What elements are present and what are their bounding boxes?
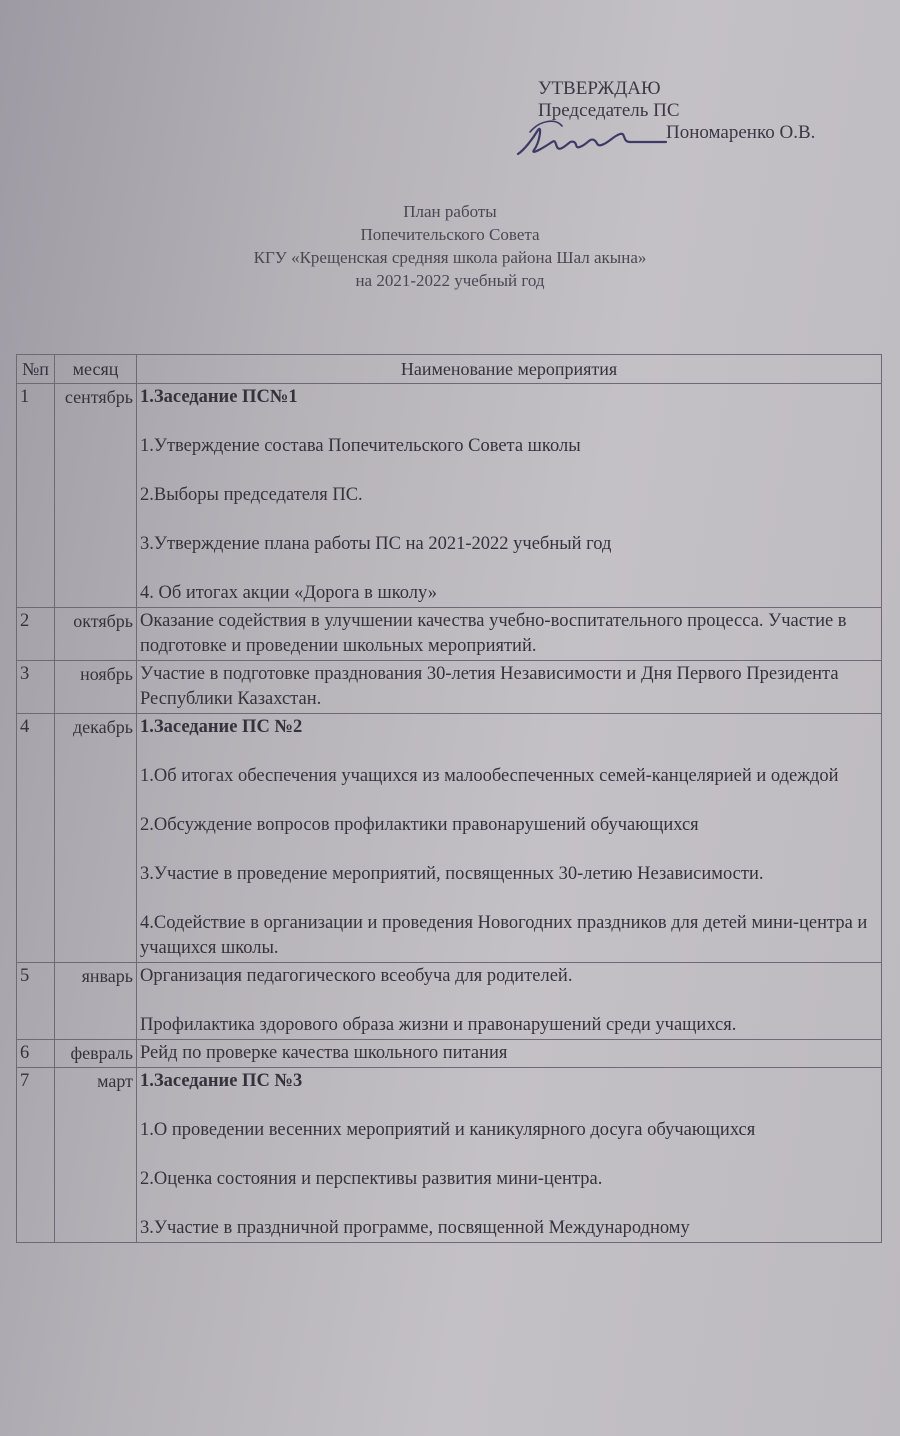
meeting-heading: 1.Заседание ПС №2 xyxy=(140,717,303,737)
table-row xyxy=(17,608,882,661)
header-event: Наименование мероприятия xyxy=(137,355,882,384)
row-month: октябрь xyxy=(55,608,137,661)
row-month: январь xyxy=(55,963,137,1040)
row-num: 3 xyxy=(17,661,55,714)
row-num: 4 xyxy=(17,714,55,963)
event-item: 1.Об итогах обеспечения учащихся из малообеспеченных семей-канцелярией и одеждой xyxy=(140,766,839,786)
row-event xyxy=(137,1068,882,1243)
plan-table xyxy=(16,354,882,1243)
event-item: Профилактика здорового образа жизни и правонарушений среди учащихся. xyxy=(140,1015,737,1035)
title-line-1: План работы xyxy=(403,202,497,221)
event-item: Организация педагогического всеобуча для родителей. xyxy=(140,966,573,986)
row-num: 7 xyxy=(17,1068,55,1243)
table-row xyxy=(17,661,882,714)
event-item: 1.О проведении весенних мероприятий и каникулярного досуга обучающихся xyxy=(140,1120,756,1140)
row-event xyxy=(137,608,882,661)
signature-icon xyxy=(510,112,670,162)
table-row xyxy=(17,384,882,608)
event-text: Оказание содействия в улучшении качества учебно-воспитательного процесса. Участие в подготовке и проведении школьных мероприятий. xyxy=(140,611,847,656)
event-item: 3.Участие в праздничной программе, посвященной Международному xyxy=(140,1218,690,1238)
row-event xyxy=(137,714,882,963)
row-event xyxy=(137,1040,882,1068)
meeting-heading: 1.Заседание ПС №3 xyxy=(140,1071,303,1091)
title-line-4: на 2021-2022 учебный год xyxy=(355,271,545,290)
row-num: 6 xyxy=(17,1040,55,1068)
event-item: 4.Содействие в организации и проведения Новогодних праздников для детей мини-центра и учащихся школы. xyxy=(140,913,868,958)
approve-word: УТВЕРЖДАЮ xyxy=(538,78,661,99)
event-text: Рейд по проверке качества школьного питания xyxy=(140,1043,508,1063)
row-event xyxy=(137,661,882,714)
header-month: месяц xyxy=(55,355,137,384)
title-line-3: КГУ «Крещенская средняя школа района Шал акына» xyxy=(253,248,647,267)
row-month: сентябрь xyxy=(55,384,137,608)
event-item: 2.Оценка состояния и перспективы развития мини-центра. xyxy=(140,1169,603,1189)
event-item: 3.Участие в проведение мероприятий, посвященных 30-летию Независимости. xyxy=(140,864,764,884)
row-event xyxy=(137,384,882,608)
event-item: 3.Утверждение плана работы ПС на 2021-2022 учебный год xyxy=(140,534,612,554)
table-row xyxy=(17,714,882,963)
row-num: 2 xyxy=(17,608,55,661)
approver-position: Председатель ПС xyxy=(538,100,680,121)
row-month: февраль xyxy=(55,1040,137,1068)
document-title xyxy=(150,200,750,292)
approver-name: Пономаренко О.В. xyxy=(666,122,816,143)
row-month: ноябрь xyxy=(55,661,137,714)
title-line-2: Попечительского Совета xyxy=(360,225,540,244)
row-month: декабрь xyxy=(55,714,137,963)
meeting-heading: 1.Заседание ПС№1 xyxy=(140,387,298,407)
table-header-row xyxy=(17,355,882,384)
event-item: 2.Обсуждение вопросов профилактики правонарушений обучающихся xyxy=(140,815,699,835)
row-num: 1 xyxy=(17,384,55,608)
event-item: 2.Выборы председателя ПС. xyxy=(140,485,363,505)
event-text: Участие в подготовке празднования 30-летия Независимости и Дня Первого Президента Республики Казахстан. xyxy=(140,664,839,709)
header-num: №п xyxy=(17,355,55,384)
row-event xyxy=(137,963,882,1040)
event-item: 4. Об итогах акции «Дорога в школу» xyxy=(140,583,437,603)
table-row xyxy=(17,963,882,1040)
event-item: 1.Утверждение состава Попечительского Совета школы xyxy=(140,436,581,456)
row-num: 5 xyxy=(17,963,55,1040)
table-row xyxy=(17,1068,882,1243)
table-row xyxy=(17,1040,882,1068)
row-month: март xyxy=(55,1068,137,1243)
